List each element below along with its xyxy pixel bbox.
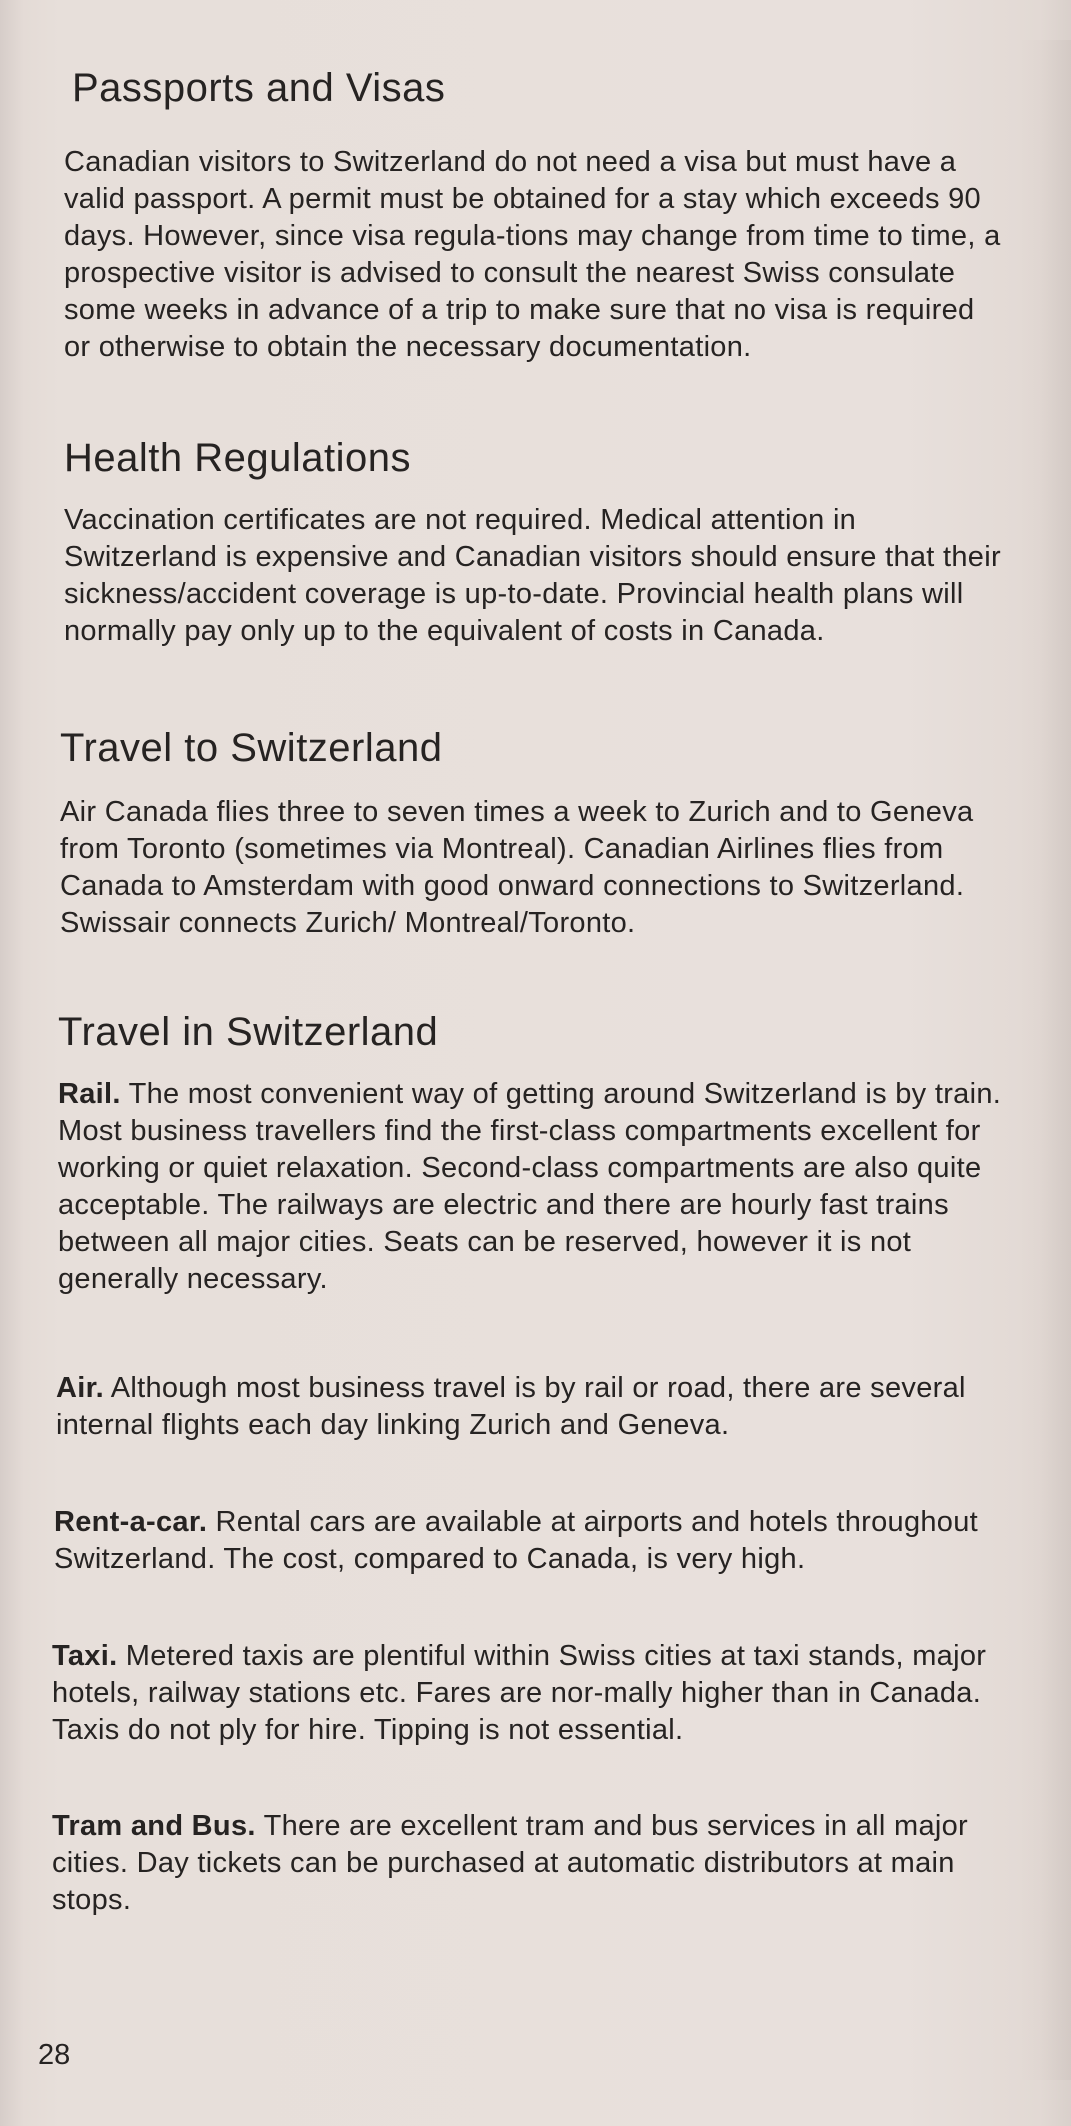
lead-air: Air.	[56, 1372, 104, 1404]
page-number: 28	[38, 2039, 71, 2071]
heading-health-regulations: Health Regulations	[64, 436, 411, 480]
text-air: Although most business travel is by rail or road, there are several internal flights each day linking Zurich and Geneva.	[56, 1372, 966, 1441]
heading-travel-to-switzerland: Travel to Switzerland	[60, 726, 443, 770]
text-tram-and-bus: There are excellent tram and bus services in all major cities. Day tickets can be purchased at automatic distributors at main stops.	[52, 1810, 969, 1916]
paragraph-air	[56, 1370, 1006, 1444]
paragraph-tram-and-bus	[52, 1808, 1002, 1919]
text-rail: The most convenient way of getting around Switzerland is by train. Most business travellers find the first-class compartments excellent for working or quiet relaxation. Second-class compartments are also quite acceptable. The railways are electric and there are hourly fast trains between all major cities. Seats can be reserved, however it is not generally necessary.	[58, 1078, 1002, 1295]
page-edge-shadow	[1020, 40, 1071, 2080]
lead-tram-and-bus: Tram and Bus.	[52, 1810, 256, 1842]
text-taxi: Metered taxis are plentiful within Swiss cities at taxi stands, major hotels, railway stations etc. Fares are nor-mally higher than in Canada. Taxis do not ply for hire. Tipping is not essential.	[52, 1640, 987, 1746]
paragraph-passports: Canadian visitors to Switzerland do not need a visa but must have a valid passport. A permit must be obtained for a stay which exceeds 90 days. However, since visa regula-tions may change from time to time, a prospective visitor is advised to consult the nearest Swiss consulate some weeks in advance of a trip to make sure that no visa is required or otherwise to obtain the necessary documentation.	[64, 146, 1001, 363]
lead-rail: Rail.	[58, 1078, 121, 1110]
paragraph-rail	[58, 1076, 1008, 1298]
lead-taxi: Taxi.	[52, 1640, 118, 1672]
text-rent-a-car: Rental cars are available at airports and hotels throughout Switzerland. The cost, compared to Canada, is very high.	[54, 1506, 979, 1575]
lead-rent-a-car: Rent-a-car.	[54, 1506, 208, 1538]
paragraph-health: Vaccination certificates are not required. Medical attention in Switzerland is expensive and Canadian visitors should ensure that their sickness/accident coverage is up-to-date. Provincial health plans will normally pay only up to the equivalent of costs in Canada.	[64, 504, 1001, 647]
paragraph-travel-to: Air Canada flies three to seven times a week to Zurich and to Geneva from Toronto (sometimes via Montreal). Canadian Airlines flies from Canada to Amsterdam with good onward connections to Switzerland. Swissair connects Zurich/ Montreal/Toronto.	[60, 796, 974, 939]
paragraph-taxi	[52, 1638, 1002, 1749]
heading-passports-and-visas: Passports and Visas	[72, 66, 446, 110]
heading-travel-in-switzerland: Travel in Switzerland	[58, 1010, 439, 1054]
paragraph-rent-a-car	[54, 1504, 1004, 1578]
